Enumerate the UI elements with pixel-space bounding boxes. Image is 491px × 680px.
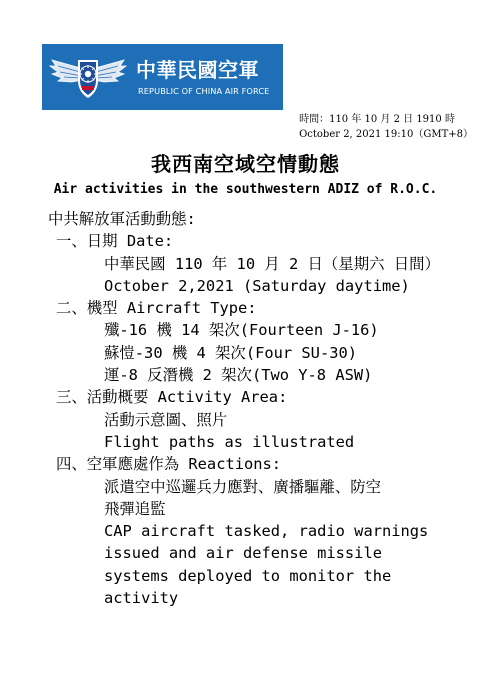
logo-chinese-text: 中華民國空軍: [136, 58, 259, 82]
aircraft-section-label: 二、機型 Aircraft Type:: [56, 299, 257, 318]
date-chinese: 中華民國 110 年 10 月 2 日（星期六 日間）: [104, 254, 440, 273]
aircraft-item-y8: 運-8 反潛機 2 架次(Two Y-8 ASW): [104, 366, 373, 385]
document-title-chinese: 我西南空域空情動態: [151, 152, 340, 176]
air-force-logo-banner: [42, 44, 283, 110]
logo-english-text: REPUBLIC OF CHINA AIR FORCE: [138, 86, 270, 96]
reactions-chinese-line: 飛彈追監: [104, 499, 166, 518]
reactions-english-line: issued and air defense missile: [104, 544, 382, 563]
reactions-english-line: CAP aircraft tasked, radio warnings: [104, 522, 429, 541]
date-section-label: 一、日期 Date:: [56, 232, 174, 251]
timestamp-english: October 2, 2021 19:10（GMT+8）: [299, 129, 473, 140]
area-english: Flight paths as illustrated: [104, 432, 355, 451]
reactions-english-line: activity: [104, 589, 179, 608]
reactions-english-line: systems deployed to monitor the: [104, 566, 392, 585]
reactions-section-label: 四、空軍應處作為 Reactions:: [56, 455, 282, 474]
aircraft-item-j16: 殲-16 機 14 架次(Fourteen J-16): [104, 321, 379, 340]
document-title-english: Air activities in the southwestern ADIZ of R.O.C.: [53, 182, 438, 197]
aircraft-item-su30: 蘇愷-30 機 4 架次(Four SU-30): [104, 343, 358, 362]
area-section-label: 三、活動概要 Activity Area:: [56, 388, 288, 407]
reactions-chinese-line: 派遣空中巡邏兵力應對、廣播驅離、防空: [104, 477, 382, 496]
timestamp-chinese: 時間：110 年 10 月 2 日 1910 時: [299, 114, 455, 125]
date-english: October 2,2021 (Saturday daytime): [104, 276, 410, 295]
timestamp-block: [299, 112, 473, 142]
section-heading: 中共解放軍活動動態:: [48, 210, 196, 228]
area-chinese: 活動示意圖、照片: [104, 410, 228, 429]
air-force-emblem-icon: [48, 50, 128, 104]
report-body: [48, 208, 440, 609]
